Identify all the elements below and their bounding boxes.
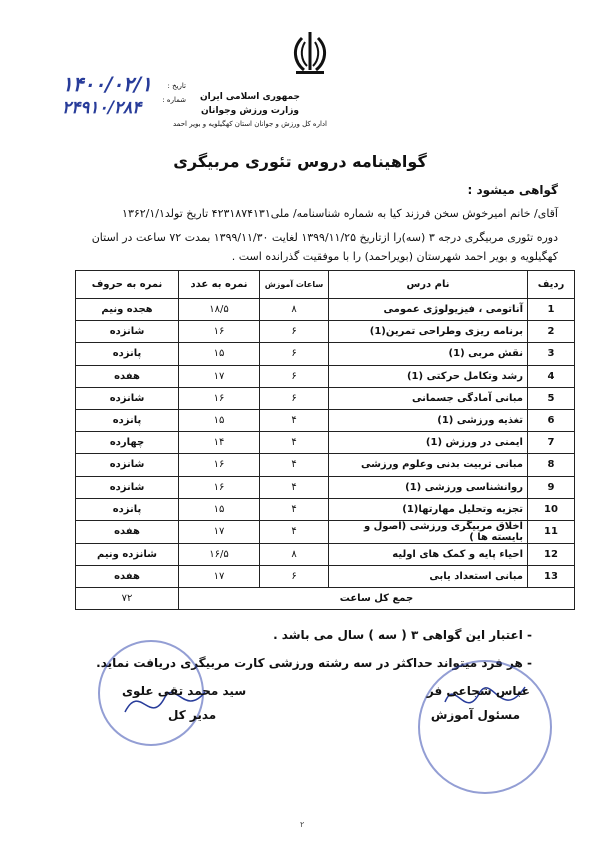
date-value: ۱۴۰۰/۰۲/۱	[62, 72, 152, 96]
table-total-row	[76, 588, 575, 610]
row-idx: 11	[528, 520, 575, 543]
row-idx: 9	[528, 476, 575, 498]
table-header-row	[76, 271, 575, 299]
signatory-left-role: مدیر کل	[168, 708, 217, 722]
row-idx: 3	[528, 343, 575, 365]
row-grade-words: پانزده	[76, 343, 179, 365]
header-country: جمهوری اسلامی ایران	[199, 92, 301, 102]
row-hours: ۸	[260, 543, 329, 565]
body-line-2: دوره تئوری مربیگری درجه ۳ (سه)را ازتاریخ ۱۳۹۹/۱۱/۲۵ لغایت ۱۳۹۹/۱۱/۳۰ بمدت ۷۲ ساعت در استان	[91, 231, 558, 244]
row-hours: ۶	[260, 387, 329, 409]
header-office: اداره کل ورزش و جوانان استان کهگیلویه و بویر احمد	[172, 120, 327, 128]
document-title: گواهینامه دروس تئوری مربیگری	[173, 152, 427, 171]
row-grade-number: ۱۶	[179, 454, 260, 476]
row-grade-number: ۱۵	[179, 409, 260, 431]
row-hours: ۶	[260, 321, 329, 343]
body-line-3: کهگیلویه و بویر احمد شهرستان (بویراحمد) را با موفقیت گذرانده است .	[231, 250, 558, 263]
iran-emblem-icon	[288, 30, 332, 76]
row-course-name: روانشناسی ورزشی (1)	[329, 476, 528, 498]
row-course-name: نقش مربی (1)	[329, 343, 528, 365]
table-row	[76, 520, 575, 543]
row-course-name: رشد وتکامل حرکتی (1)	[329, 365, 528, 387]
row-grade-words: هفده	[76, 365, 179, 387]
number-label: شماره :	[162, 96, 186, 104]
table-row	[76, 476, 575, 498]
signatory-right-name: عباس شجاعی فر	[426, 684, 530, 698]
row-idx: 1	[528, 299, 575, 321]
row-idx: 2	[528, 321, 575, 343]
page-number: ۲	[300, 820, 305, 829]
row-grade-words: چهارده	[76, 432, 179, 454]
table-row	[76, 566, 575, 588]
row-grade-number: ۱۷	[179, 365, 260, 387]
table-row	[76, 299, 575, 321]
row-grade-number: ۱۷	[179, 520, 260, 543]
signature-right	[440, 672, 530, 732]
total-value: ۷۲	[76, 588, 179, 610]
row-hours: ۴	[260, 409, 329, 431]
number-value: ۲۴۹۱۰/۲۸۴	[62, 98, 142, 118]
total-label: جمع کل ساعت	[179, 588, 575, 610]
validity-note: - اعتبار این گواهی ۳ ( سه ) سال می باشد .	[273, 628, 532, 642]
body-line-1: آقای/ خانم امیرخوش سخن فرزند کیا به شماره شناسنامه/ ملی۴۲۳۱۸۷۴۱۳۱ تاریخ تولد۱۳۶۲/۱/۱	[122, 207, 558, 220]
table-row	[76, 343, 575, 365]
header-name: نام درس	[329, 271, 528, 299]
row-grade-words: پانزده	[76, 498, 179, 520]
row-grade-number: ۱۶	[179, 476, 260, 498]
row-course-name: برنامه ریزی وطراحی تمرین(1)	[329, 321, 528, 343]
row-hours: ۴	[260, 432, 329, 454]
row-hours: ۶	[260, 343, 329, 365]
row-grade-number: ۱۶/۵	[179, 543, 260, 565]
row-course-name: آناتومی ، فیزیولوژی عمومی	[329, 299, 528, 321]
row-grade-words: شانزده	[76, 387, 179, 409]
table-body	[76, 299, 575, 588]
courses-table	[75, 270, 575, 610]
row-course-name: مبانی تربیت بدنی وعلوم ورزشی	[329, 454, 528, 476]
row-hours: ۴	[260, 454, 329, 476]
row-grade-number: ۱۶	[179, 321, 260, 343]
row-grade-number: ۱۵	[179, 498, 260, 520]
row-grade-words: شانزده	[76, 476, 179, 498]
limit-note: - هر فرد میتواند حداکثر در سه رشته ورزشی کارت مربیگری دریافت نماید.	[96, 656, 532, 670]
date-number-block	[62, 72, 186, 122]
signatory-right-role: مسئول آموزش	[430, 708, 520, 722]
row-hours: ۴	[260, 520, 329, 543]
row-hours: ۶	[260, 365, 329, 387]
row-idx: 4	[528, 365, 575, 387]
table-row	[76, 432, 575, 454]
row-hours: ۴	[260, 498, 329, 520]
table-row	[76, 543, 575, 565]
row-grade-number: ۱۶	[179, 387, 260, 409]
certify-heading: گواهی میشود :	[467, 183, 558, 197]
signature-left	[120, 672, 210, 732]
header-hours: ساعات آموزش	[260, 271, 329, 299]
table-row	[76, 498, 575, 520]
signatory-left-name: سید محمد تقی علوی	[122, 684, 247, 698]
row-grade-words: شانزده ونیم	[76, 543, 179, 565]
date-label: تاریخ :	[167, 82, 186, 90]
row-grade-words: هفده	[76, 566, 179, 588]
row-grade-words: شانزده	[76, 454, 179, 476]
row-course-name: تجزیه وتحلیل مهارتها(1)	[329, 498, 528, 520]
header-num: نمره به عدد	[179, 271, 260, 299]
row-grade-number: ۱۵	[179, 343, 260, 365]
row-grade-words: هفده	[76, 520, 179, 543]
row-idx: 8	[528, 454, 575, 476]
table-row	[76, 409, 575, 431]
row-hours: ۴	[260, 476, 329, 498]
table-row	[76, 321, 575, 343]
row-grade-words: پانزده	[76, 409, 179, 431]
row-course-name: اخلاق مربیگری ورزشی (اصول و بایسته ها )	[329, 520, 528, 543]
row-hours: ۶	[260, 566, 329, 588]
table-row	[76, 387, 575, 409]
header-idx: ردیف	[528, 271, 575, 299]
row-course-name: مبانی آمادگی جسمانی	[329, 387, 528, 409]
row-grade-words: هجده ونیم	[76, 299, 179, 321]
header-ministry: وزارت ورزش وجوانان	[201, 106, 299, 116]
row-course-name: احیاء پایه و کمک های اولیه	[329, 543, 528, 565]
table-row	[76, 365, 575, 387]
row-idx: 13	[528, 566, 575, 588]
row-course-name: مبانی استعداد یابی	[329, 566, 528, 588]
table-row	[76, 454, 575, 476]
row-idx: 7	[528, 432, 575, 454]
row-idx: 12	[528, 543, 575, 565]
header-words: نمره به حروف	[76, 271, 179, 299]
row-course-name: ایمنی در ورزش (1)	[329, 432, 528, 454]
row-idx: 10	[528, 498, 575, 520]
row-idx: 6	[528, 409, 575, 431]
row-idx: 5	[528, 387, 575, 409]
row-grade-number: ۱۴	[179, 432, 260, 454]
row-hours: ۸	[260, 299, 329, 321]
row-grade-words: شانزده	[76, 321, 179, 343]
row-course-name: تغذیه ورزشی (1)	[329, 409, 528, 431]
row-grade-number: ۱۸/۵	[179, 299, 260, 321]
row-grade-number: ۱۷	[179, 566, 260, 588]
